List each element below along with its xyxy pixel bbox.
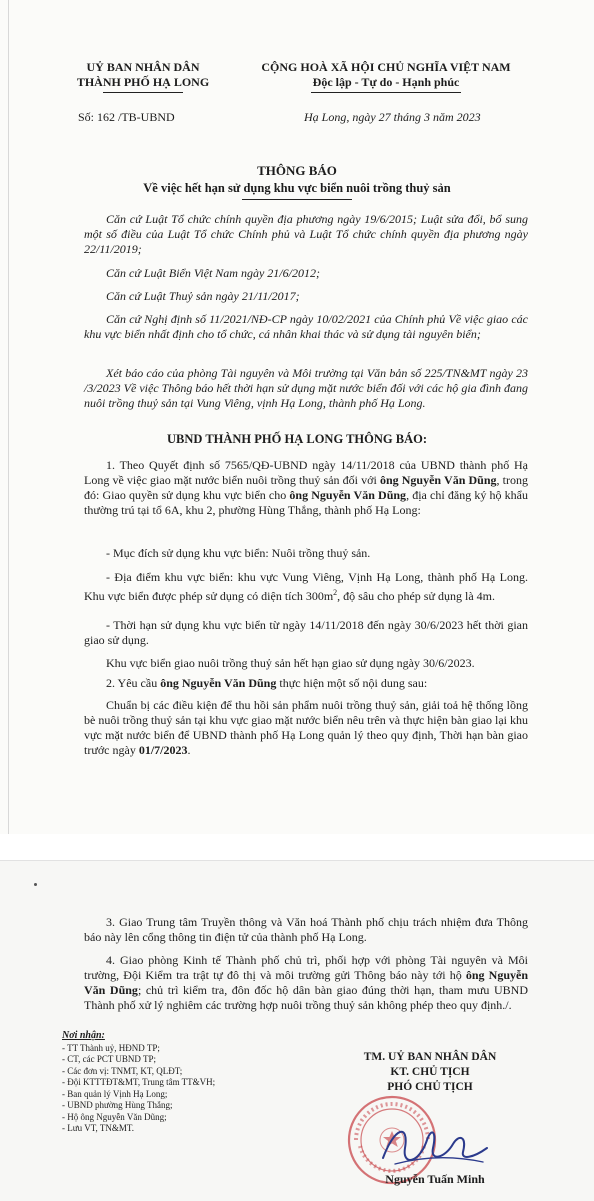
basis-5: Xét báo cáo của phòng Tài nguyên và Môi trường tại Văn bản số 225/TN&MT ngày 23 /3/2023 Về việc Thông báo hết thời hạn sử dụng mặt nước biển đối với các hộ gia đình đang nuôi trồng thuỷ sản tại Vung Viêng, vịnh Hạ Long, thành phố Hạ Long. xyxy=(84,366,528,410)
header-divider-right xyxy=(311,92,461,93)
announcement-heading: UBND THÀNH PHỐ HẠ LONG THÔNG BÁO: xyxy=(167,432,427,446)
basis-4: Căn cứ Nghị định số 11/2021/NĐ-CP ngày 10/02/2021 của Chính phủ Về việc giao các khu vực biển nhất định cho tổ chức, cá nhân khai thác và sử dụng tài nguyên biển; xyxy=(84,312,528,341)
item-3-paragraph: 3. Giao Trung tâm Truyền thông và Văn hoá Thành phố chịu trách nhiệm đưa Thông báo này lên cổng thông tin điện tử của thành phố Hạ Long. xyxy=(84,915,528,944)
signature-line-3: PHÓ CHỦ TỊCH xyxy=(387,1081,473,1093)
scan-speck xyxy=(34,883,37,886)
header-divider-left xyxy=(103,92,183,93)
page-gap xyxy=(0,834,594,860)
signer-name: Nguyễn Tuấn Minh xyxy=(385,1172,485,1186)
recipient-name: ông Nguyễn Văn Dũng xyxy=(160,676,277,690)
recipient-item: - Đội KTTTĐT&MT, Trung tâm TT&VH; xyxy=(62,1077,216,1087)
subtitle-text: Về việc hết hạn sử dụng khu vực biển nuôi trồng thuỷ sản xyxy=(143,181,451,195)
nation-line-2: Độc lập - Tự do - Hạnh phúc xyxy=(312,75,460,89)
recipient-item: - CT, các PCT UBND TP; xyxy=(62,1054,156,1064)
recipient-item: - TT Thành uỷ, HĐND TP; xyxy=(62,1042,160,1053)
nation-line-1: CỘNG HOÀ XÃ HỘI CHỦ NGHĨA VIỆT NAM xyxy=(261,60,511,74)
org-line-2: THÀNH PHỐ HẠ LONG xyxy=(76,75,210,89)
document-title: THÔNG BÁO xyxy=(257,163,337,178)
area-unit-superscript: 2 xyxy=(333,588,338,597)
recipient-item: - Ban quản lý Vịnh Hạ Long; xyxy=(62,1088,168,1099)
document-subtitle xyxy=(60,180,534,200)
recipient-item: - Hộ ông Nguyễn Văn Dũng; xyxy=(62,1111,167,1122)
recipients-list xyxy=(62,1030,292,1135)
document-number: Số: 162 /TB-UBND xyxy=(78,110,175,124)
basis-1: Căn cứ Luật Tổ chức chính quyền địa phương ngày 19/6/2015; Luật sửa đổi, bổ sung một số điều của Luật Tổ chức Chính phủ và Luật Tổ chức chính quyền địa phương ngày 22/11/2019; xyxy=(84,212,528,256)
recipient-name: ông Nguyễn Văn Dũng xyxy=(84,968,528,997)
signature-block xyxy=(330,1050,530,1095)
signature-line-2: KT. CHỦ TỊCH xyxy=(390,1066,470,1078)
recipient-item: - Các đơn vị: TNMT, KT, QLĐT; xyxy=(62,1065,183,1076)
item-4-paragraph xyxy=(84,953,528,1013)
subtitle-divider xyxy=(242,199,352,200)
item-1-text-c: , địa chỉ đăng ký hộ khẩu thường trú tại tổ 6A, khu 2, phường Hùng Thắng, thành phố Hạ Long: xyxy=(84,488,528,517)
recipient-name: ông Nguyễn Văn Dũng xyxy=(289,488,407,502)
handwritten-signature-icon xyxy=(375,1118,495,1174)
recipient-item: - UBND phường Hùng Thắng; xyxy=(62,1100,173,1110)
national-motto xyxy=(236,60,536,93)
item-4-text-b: ; chủ trì kiểm tra, đôn đốc hộ dân bàn giao đúng thời hạn, tham mưu UBND Thành phố xử lý nghiêm các trường hợp nuôi trồng thuỷ sản không phép theo quy định./. xyxy=(84,983,528,1012)
issuing-authority xyxy=(58,60,228,93)
purpose-line: - Mục đích sử dụng khu vực biển: Nuôi trồng thuỷ sản. xyxy=(106,546,371,560)
item-2-text-a: 2. Yêu cầu xyxy=(106,676,161,690)
page-edge-shadow xyxy=(8,0,9,834)
location-text-b: , độ sâu cho phép sử dụng là 4m. xyxy=(337,589,495,603)
location-paragraph xyxy=(84,570,528,604)
item-1-text-a: 1. Theo Quyết định số 7565/QĐ-UBND ngày 14/11/2018 của UBND thành phố Hạ Long về việc giao mặt nước biển nuôi trồng thuỷ sản đối với xyxy=(84,458,528,487)
term-paragraph: - Thời hạn sử dụng khu vực biển từ ngày 14/11/2018 đến ngày 30/6/2023 hết thời gian giao sử dụng. xyxy=(84,618,528,647)
item-1-text-b: , trong đó: Giao quyền sử dụng khu vực biển cho xyxy=(84,473,529,502)
basis-2: Căn cứ Luật Biển Việt Nam ngày 21/6/2012; xyxy=(106,266,320,280)
org-line-1: UỶ BAN NHÂN DÂN xyxy=(86,60,200,74)
handover-deadline: 01/7/2023 xyxy=(138,743,188,757)
item-1-paragraph xyxy=(84,458,528,518)
item-2-paragraph xyxy=(84,698,528,758)
recipient-name: ông Nguyễn Văn Dũng xyxy=(379,473,497,487)
item-2-heading xyxy=(84,676,528,691)
recipients-heading: Nơi nhận: xyxy=(62,1030,105,1041)
location-text-a: - Địa điểm khu vực biển: khu vực Vung Viêng, Vịnh Hạ Long, thành phố Hạ Long. Khu vực biển được phép sử dụng có diện tích 300m xyxy=(84,570,528,603)
recipient-item: - Lưu VT, TN&MT. xyxy=(62,1123,134,1133)
expiry-line: Khu vực biển giao nuôi trồng thuỷ sản hết hạn giao sử dụng ngày 30/6/2023. xyxy=(106,656,475,670)
item-2-detail: Chuẩn bị các điều kiện để thu hồi sản phẩm nuôi trồng thuỷ sản, giải toả hệ thống lồng bè nuôi trồng thuỷ sản tại khu vực giao mặt nước biển nêu trên và thực hiện bàn giao lại khu vực mặt nước biển để UBND thành phố Hạ Long quản lý theo quy định, Thời hạn bàn giao trước ngày xyxy=(84,698,528,757)
signature-line-1: TM. UỶ BAN NHÂN DÂN xyxy=(363,1051,497,1063)
place-date: Hạ Long, ngày 27 tháng 3 năm 2023 xyxy=(304,110,481,124)
basis-3: Căn cứ Luật Thuỷ sản ngày 21/11/2017; xyxy=(106,289,300,303)
item-2-text-b: thực hiện một số nội dung sau: xyxy=(276,676,428,690)
item-2-end: . xyxy=(187,743,191,757)
item-4-text-a: 4. Giao phòng Kinh tế Thành phố chủ trì, phối hợp với phòng Tài nguyên và Môi trường, Đội Kiểm tra trật tự đô thị và môi trường gửi Thông báo này tới hộ xyxy=(84,953,528,982)
